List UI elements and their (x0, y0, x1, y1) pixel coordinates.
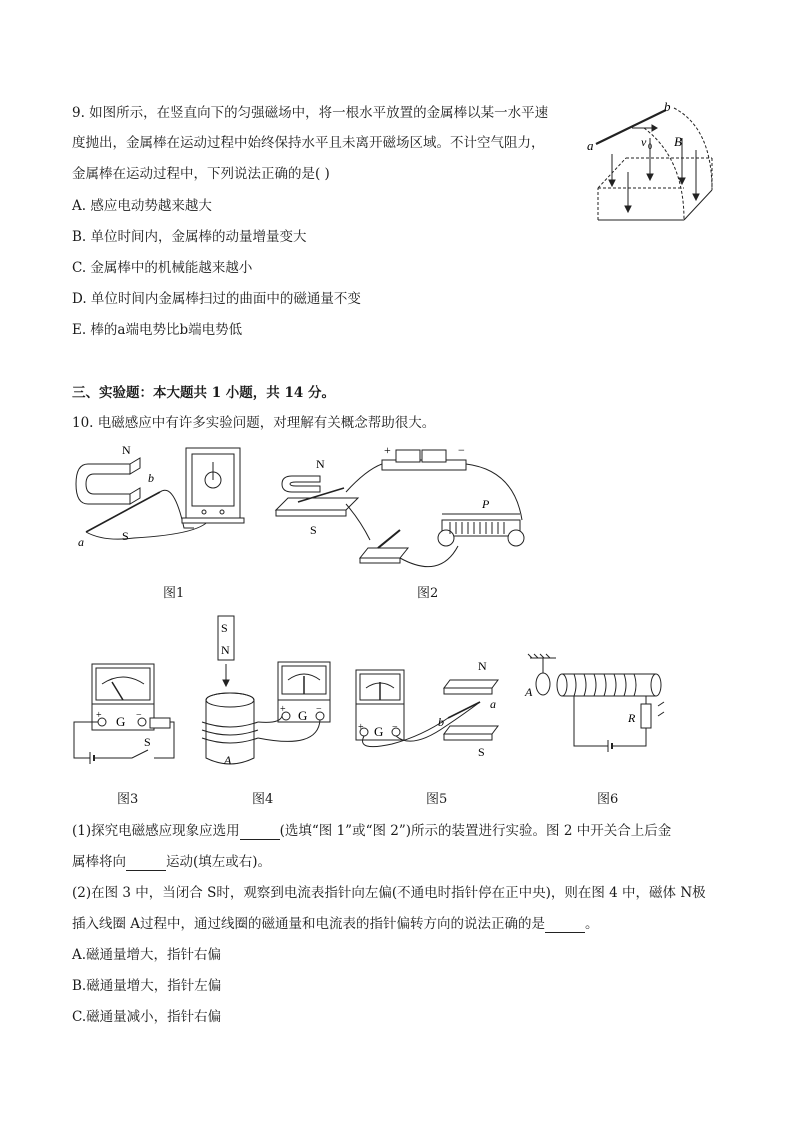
fig3-label-plus: + (96, 710, 102, 721)
fig2-label-plus: + (384, 443, 391, 457)
fig2-caption: 图2 (417, 586, 439, 601)
q9-magnetic-field-figure (584, 98, 724, 238)
q9-label-B: B (674, 134, 682, 149)
q9-option-d: D. 单位时间内金属棒扫过的曲面中的磁通量不变 (72, 291, 361, 307)
q10-part2-text-b: 。 (585, 916, 599, 932)
fig4-label-minus: − (316, 704, 322, 715)
fig4-label-plus: + (280, 704, 286, 715)
q9-option-b: B. 单位时间内，金属棒的动量增量变大 (72, 229, 307, 245)
figure-6 (522, 652, 672, 756)
fig2-label-S: S (310, 523, 317, 537)
fig2-label-N: N (316, 457, 325, 471)
fig4-label-S: S (221, 621, 228, 635)
fig5-label-G: G (374, 724, 384, 739)
figure-3 (66, 660, 182, 772)
q10-part1-blank-1[interactable] (240, 825, 280, 840)
q9-option-a: A. 感应电动势越来越大 (72, 198, 212, 214)
q9-label-a: a (587, 138, 594, 153)
fig5-label-N: N (478, 659, 487, 673)
fig2-label-minus: − (458, 443, 465, 457)
fig5-label-a: a (490, 697, 496, 711)
fig5-label-plus: + (358, 722, 364, 733)
figure-5 (352, 656, 516, 762)
fig1-label-N: N (122, 443, 131, 457)
q10-option-a: A.磁通量增大，指针右偏 (72, 947, 222, 963)
fig5-label-minus: − (392, 722, 398, 733)
q10-part1-text-a: (1)探究电磁感应现象应选用 (72, 823, 240, 839)
q10-intro: 10. 电磁感应中有许多实验问题，对理解有关概念帮助很大。 (72, 415, 436, 431)
q9-label-v-sub: 0 (648, 142, 652, 151)
fig5-label-S: S (478, 745, 485, 759)
q10-part1-line1 (72, 822, 671, 840)
q10-part2-line2 (72, 915, 599, 933)
fig5-caption: 图5 (426, 792, 448, 807)
fig3-label-G: G (116, 714, 126, 729)
q9-label-b: b (664, 99, 671, 114)
fig6-caption: 图6 (597, 792, 619, 807)
fig6-label-R: R (628, 711, 636, 725)
q9-label-v: v (641, 135, 647, 149)
q10-part2-blank[interactable] (545, 918, 585, 933)
q10-option-c: C.磁通量减小，指针右偏 (72, 1009, 222, 1025)
q9-option-e: E. 棒的a端电势比b端电势低 (72, 322, 243, 338)
q10-part1-text-b: (选填“图 1”或“图 2”)所示的装置进行实验。图 2 中开关合上后金 (279, 823, 672, 839)
q9-stem-line-1: 9. 如图所示，在竖直向下的匀强磁场中，将一根水平放置的金属棒以某一水平速 (72, 105, 549, 121)
q10-option-b: B.磁通量增大，指针左偏 (72, 978, 222, 994)
fig4-label-A: A (224, 753, 232, 767)
section-3-heading: 三、实验题：本大题共 1 小题，共 14 分。 (72, 385, 335, 401)
fig4-label-G: G (298, 708, 308, 723)
fig6-label-A: A (525, 685, 533, 699)
fig3-label-S: S (144, 735, 151, 749)
figure-1 (74, 442, 246, 550)
fig5-label-b: b (438, 715, 444, 729)
fig2-label-P: P (482, 497, 490, 511)
fig1-caption: 图1 (163, 586, 185, 601)
q9-stem-line-2: 度抛出，金属棒在运动过程中始终保持水平且未离开磁场区域。不计空气阻力， (72, 135, 545, 151)
q10-part1-text-d: 运动(填左或右)。 (166, 854, 272, 870)
figure-2 (270, 440, 532, 576)
q10-part1-text-c: 属棒将向 (72, 854, 126, 870)
q10-part1-line2 (72, 853, 271, 871)
fig4-caption: 图4 (252, 792, 274, 807)
fig1-label-S: S (122, 529, 129, 543)
fig3-caption: 图3 (117, 792, 139, 807)
q9-stem-line-3: 金属棒在运动过程中，下列说法正确的是( ) (72, 166, 330, 182)
q10-part1-blank-2[interactable] (126, 856, 166, 871)
fig1-label-b: b (148, 471, 154, 485)
fig1-label-a: a (78, 535, 84, 549)
q10-part2-text-a: 插入线圈 A过程中，通过线圈的磁通量和电流表的指针偏转方向的说法正确的是 (72, 916, 546, 932)
q10-part2-line1: (2)在图 3 中，当闭合 S时，观察到电流表指针向左偏(不通电时指针停在正中央)，则在图 4 中，磁体 N极 (72, 885, 706, 901)
figure-4 (200, 614, 334, 772)
q9-option-c: C. 金属棒中的机械能越来越小 (72, 260, 253, 276)
fig3-label-minus: − (136, 710, 142, 721)
fig4-label-N: N (221, 643, 230, 657)
